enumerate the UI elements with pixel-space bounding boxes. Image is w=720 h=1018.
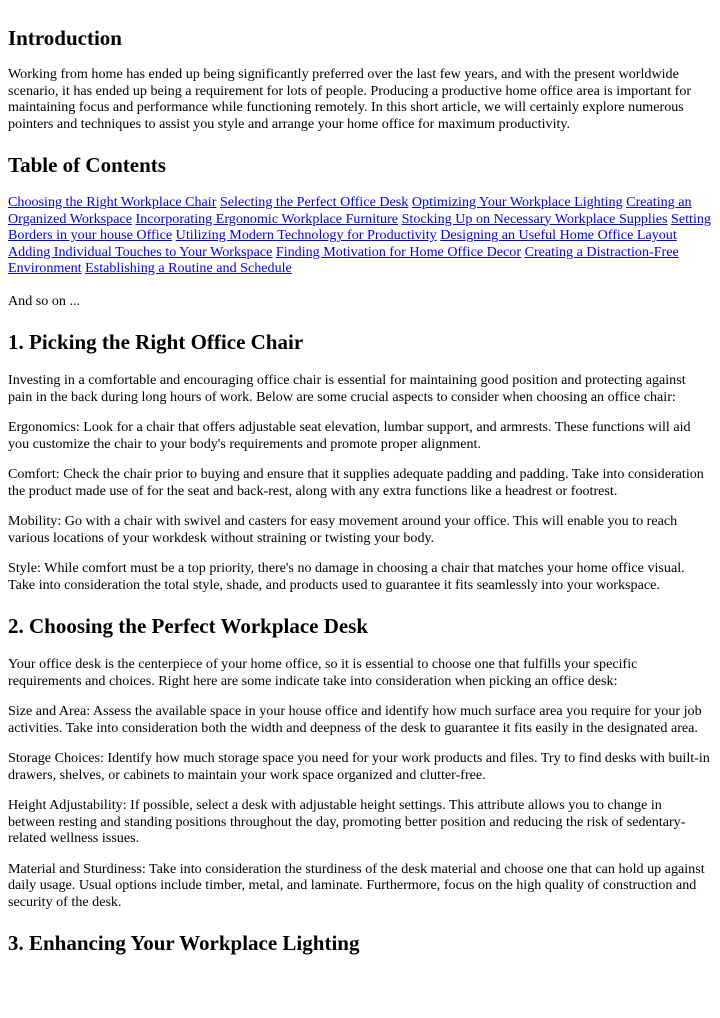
toc-link-personal-touches[interactable]: Adding Individual Touches to Your Workspace (8, 243, 273, 260)
section2-material-paragraph: Material and Sturdiness: Take into consideration the sturdiness of the desk material and choose one that can hold up against daily usage. Usual options include timber, metal, and laminate. Furthermore, focus on the high quality of construction and security of the desk. (8, 860, 705, 910)
section2-intro-paragraph: Your office desk is the centerpiece of your home office, so it is essential to choose one that fulfills your specific requirements and choices. Right here are some indicate take into consideration when picking an office desk: (8, 656, 638, 689)
section1-comfort-paragraph: Comfort: Check the chair prior to buying and ensure that it supplies adequate padding and padding. Take into consideration the product made use of for the seat and back-rest, along with any extra functions like a headrest or footrest. (8, 466, 704, 499)
toc-link-layout[interactable]: Designing an Useful Home Office Layout (440, 227, 677, 243)
toc-link-borders[interactable]: Setting Borders in your house Office (8, 210, 711, 243)
and-so-on-text: And so on ... (8, 292, 81, 309)
section1-intro-paragraph: Investing in a comfortable and encouraging office chair is essential for maintaining good position and protecting against pain in the back during long hours of work. Below are some crucial aspects to consider when choosing an office chair: (8, 372, 686, 405)
section1-mobility-paragraph: Mobility: Go with a chair with swivel and casters for easy movement around your office. This will enable you to reach various locations of your workdesk without straining or twisting your body. (8, 513, 678, 546)
section3-heading: 3. Enhancing Your Workplace Lighting (8, 931, 360, 955)
section1-ergonomics-paragraph: Ergonomics: Look for a chair that offers adjustable seat elevation, lumbar support, and armrests. These functions will aid you customize the chair to your body's requirements and promote proper alignment. (8, 419, 691, 452)
section2-heading: 2. Choosing the Perfect Workplace Desk (8, 614, 369, 638)
toc-link-selecting-desk[interactable]: Selecting the Perfect Office Desk (219, 194, 409, 210)
toc-link-routine[interactable]: Establishing a Routine and Schedule (85, 260, 292, 276)
toc-link-technology[interactable]: Utilizing Modern Technology for Productivity (175, 227, 437, 243)
section2-height-paragraph: Height Adjustability: If possible, select a desk with adjustable height settings. This attribute allows you to change in between resting and standing positions throughout the day, promoting better position and reducing the risk of sedentary-related wellness issues. (8, 797, 686, 846)
toc-link-distraction-free[interactable]: Creating a Distraction-Free Environment (8, 243, 679, 276)
toc-link-ergonomic-furniture[interactable]: Incorporating Ergonomic Workplace Furniture (135, 210, 399, 227)
toc-link-choosing-chair[interactable]: Choosing the Right Workplace Chair (8, 194, 217, 210)
section2-storage-paragraph: Storage Choices: Identify how much storage space you need for your work products and files. Try to find desks with built-in drawers, shelves, or cabinets to maintain your work space organized and clutter-free. (8, 750, 710, 783)
toc-link-decor[interactable]: Finding Motivation for Home Office Decor (275, 243, 522, 260)
toc-link-organized-workspace[interactable]: Creating an Organized Workspace (8, 194, 692, 227)
intro-paragraph: Working from home has ended up being significantly preferred over the last few years, and with the present worldwide scenario, it has ended up being a requirement for lots of people. Producing a productive home office area is important for maintaining focus and performance while functioning remotely. In this short article, we will certainly explore numerous pointers and techniques to assist you style and arrange your home office for maximum productivity. (8, 66, 692, 132)
section2-size-paragraph: Size and Area: Assess the available space in your house office and identify how much surface area you require for your job activities. Take into consideration both the width and deepness of the desk to guarantee it fits easily in the designated area. (8, 703, 702, 736)
toc-links (8, 194, 712, 277)
toc-heading: Table of Contents (8, 153, 166, 177)
toc-link-lighting[interactable]: Optimizing Your Workplace Lighting (411, 194, 623, 210)
section1-style-paragraph: Style: While comfort must be a top priority, there's no damage in choosing a chair that matches your home office visual. Take into consideration the total style, shade, and products used to guarantee it fits seamlessly into your workspace. (8, 560, 685, 593)
section1-heading: 1. Picking the Right Office Chair (8, 330, 304, 354)
toc-link-supplies[interactable]: Stocking Up on Necessary Workplace Supplies (401, 210, 668, 227)
intro-heading: Introduction (8, 26, 122, 50)
